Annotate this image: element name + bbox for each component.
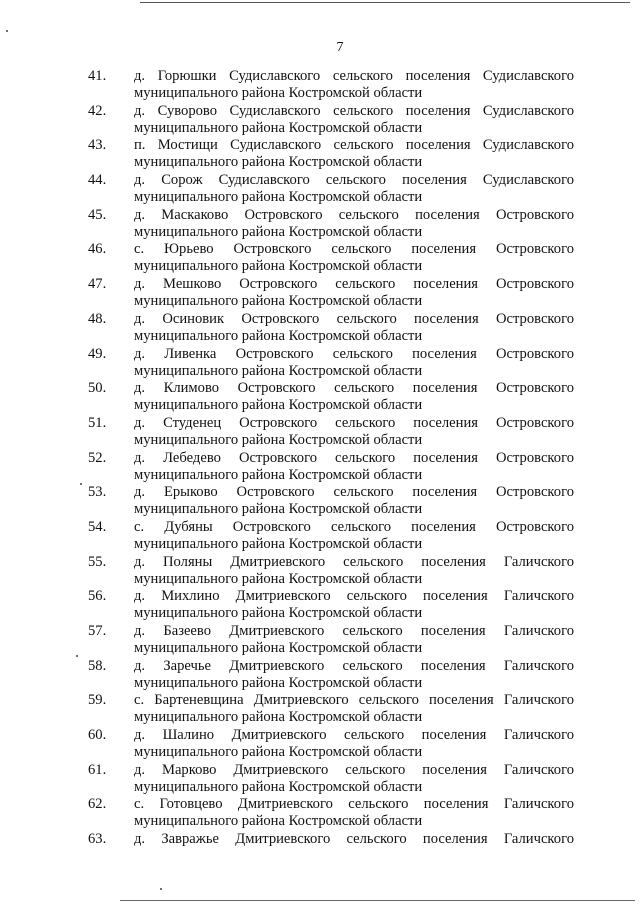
item-text-line2: муниципального района Костромской области: [134, 709, 423, 726]
list-item: [88, 172, 574, 207]
item-text-line1: с. Готовцево Дмитриевского сельского поселения Галичского: [134, 796, 574, 813]
item-text-line2: муниципального района Костромской области: [134, 813, 423, 830]
item-text-line2: муниципального района Костромской области: [134, 154, 423, 171]
item-number: 52.: [88, 449, 107, 466]
item-text: [134, 450, 574, 485]
item-text-line2: муниципального района Костромской области: [134, 501, 423, 518]
item-text-line2: муниципального района Костромской области: [134, 119, 423, 136]
item-text-line2: муниципального района Костромской области: [134, 778, 423, 795]
item-text-line1: д. Суворово Судиславского сельского поселения Судиславского: [134, 102, 574, 119]
list-item: [88, 623, 574, 658]
list-item: [88, 311, 574, 346]
list-item: [88, 658, 574, 693]
item-text-line1: д. Ерыково Островского сельского поселения Островского: [134, 484, 574, 501]
list-item: [88, 137, 574, 172]
item-text: [134, 241, 574, 276]
item-text-line1: д. Сорож Судиславского сельского поселения Судиславского: [134, 172, 574, 189]
item-number: 51.: [88, 414, 107, 431]
item-text: [134, 484, 574, 519]
list-item: [88, 484, 574, 519]
scan-speck: [76, 655, 78, 657]
item-number: 60.: [88, 727, 107, 744]
item-text: [134, 727, 574, 762]
item-text: [134, 554, 574, 589]
list-item: [88, 68, 574, 103]
item-text-line2: муниципального района Костромской области: [134, 431, 423, 448]
item-text-line1: д. Горюшки Судиславского сельского поселения Судиславского: [134, 68, 574, 84]
item-number: 54.: [88, 518, 107, 535]
item-text-line1: д. Лебедево Островского сельского поселения Островского: [134, 449, 574, 466]
item-text-line1: с. Дубяны Островского сельского поселения Островского: [134, 518, 574, 535]
list-item: [88, 346, 574, 381]
list-item: [88, 831, 574, 866]
item-number: 63.: [88, 831, 107, 848]
item-text: [134, 796, 574, 831]
item-text-line1: д. Ливенка Островского сельского поселения Островского: [134, 345, 574, 362]
item-text: [134, 519, 574, 554]
item-text: [134, 311, 574, 346]
scan-top-edge-line: [140, 2, 630, 3]
item-text-line1: д. Осиновик Островского сельского поселения Островского: [134, 310, 574, 327]
list-item: [88, 727, 574, 762]
item-text: [134, 762, 574, 797]
item-number: 43.: [88, 137, 107, 154]
list-item: [88, 519, 574, 554]
item-text-line1: с. Бартеневщина Дмитриевского сельского поселения Галичского: [134, 692, 574, 709]
list-item: [88, 796, 574, 831]
item-text-line1: д. Марково Дмитриевского сельского поселения Галичского: [134, 761, 574, 778]
item-text-line2: муниципального района Костромской области: [134, 223, 423, 240]
item-number: 58.: [88, 657, 107, 674]
item-text-line2: муниципального района Костромской области: [134, 327, 423, 344]
item-number: 49.: [88, 345, 107, 362]
item-text-line2: муниципального района Костромской области: [134, 293, 423, 310]
list-item: [88, 415, 574, 450]
item-text-line1: д. Базеево Дмитриевского сельского поселения Галичского: [134, 623, 574, 639]
item-text-line2: муниципального района Костромской области: [134, 362, 423, 379]
item-text-line2: муниципального района Костромской области: [134, 570, 423, 587]
list-item: [88, 554, 574, 589]
list-item: [88, 762, 574, 797]
item-text: [134, 68, 574, 103]
item-text: [134, 137, 574, 172]
item-text-line1: д. Заречье Дмитриевского сельского поселения Галичского: [134, 657, 574, 674]
item-text: [134, 207, 574, 242]
item-number: 55.: [88, 553, 107, 570]
list-item: [88, 103, 574, 138]
item-text-line2: муниципального района Костромской области: [134, 258, 423, 275]
item-text-line1: д. Поляны Дмитриевского сельского поселения Галичского: [134, 553, 574, 570]
item-text: [134, 588, 574, 623]
item-text-line2: муниципального района Костромской области: [134, 640, 423, 656]
item-text-line2: муниципального района Костромской области: [134, 397, 423, 414]
item-number: 59.: [88, 692, 107, 709]
item-text: [134, 346, 574, 381]
item-number: 47.: [88, 276, 107, 293]
list-item: [88, 380, 574, 415]
item-text: [134, 692, 574, 727]
item-text-line2: муниципального района Костромской области: [134, 466, 423, 483]
list-item: [88, 450, 574, 485]
item-text: [134, 276, 574, 311]
item-text-line1: п. Мостищи Судиславского сельского поселения Судиславского: [134, 137, 574, 154]
item-number: 44.: [88, 172, 107, 189]
item-text-line2: муниципального района Костромской области: [134, 744, 423, 761]
item-text: [134, 658, 574, 693]
item-number: 48.: [88, 310, 107, 327]
item-text-line2: муниципального района Костромской области: [134, 535, 423, 552]
item-text-line1: д. Завражье Дмитриевского сельского поселения Галичского: [134, 831, 574, 848]
item-text-line1: д. Маскаково Островского сельского поселения Островского: [134, 206, 574, 223]
page-number: 7: [336, 40, 344, 55]
item-number: 62.: [88, 796, 107, 813]
item-text-line2: муниципального района Костромской области: [134, 674, 423, 691]
item-text-line1: с. Юрьево Островского сельского поселения Островского: [134, 241, 574, 258]
item-text-line1: д. Мешково Островского сельского поселения Островского: [134, 276, 574, 293]
item-number: 53.: [88, 484, 107, 501]
scan-speck: [160, 888, 162, 890]
item-number: 50.: [88, 380, 107, 397]
scan-bottom-edge-line: [120, 900, 635, 901]
list-item: [88, 692, 574, 727]
item-number: 56.: [88, 588, 107, 605]
list-item: [88, 276, 574, 311]
item-number: 41.: [88, 68, 107, 84]
item-text: [134, 103, 574, 138]
item-text: [134, 380, 574, 415]
item-text: [134, 831, 574, 866]
item-text-line1: д. Михлино Дмитриевского сельского поселения Галичского: [134, 588, 574, 605]
scan-speck: [80, 483, 82, 485]
scan-speck: [6, 30, 8, 32]
settlement-list: [88, 68, 574, 866]
item-number: 57.: [88, 623, 107, 639]
item-text: [134, 623, 574, 658]
item-text-line1: д. Студенец Островского сельского поселения Островского: [134, 414, 574, 431]
item-number: 45.: [88, 206, 107, 223]
item-text-line2: муниципального района Костромской области: [134, 189, 423, 206]
item-text: [134, 415, 574, 450]
list-item: [88, 241, 574, 276]
list-item: [88, 207, 574, 242]
item-number: 61.: [88, 761, 107, 778]
item-text: [134, 172, 574, 207]
item-text-line2: муниципального района Костромской области: [134, 605, 423, 622]
item-number: 42.: [88, 102, 107, 119]
list-item: [88, 588, 574, 623]
item-text-line1: д. Шалино Дмитриевского сельского поселения Галичского: [134, 727, 574, 744]
item-text-line2: муниципального района Костромской области: [134, 85, 423, 101]
item-number: 46.: [88, 241, 107, 258]
item-text-line1: д. Климово Островского сельского поселения Островского: [134, 380, 574, 397]
